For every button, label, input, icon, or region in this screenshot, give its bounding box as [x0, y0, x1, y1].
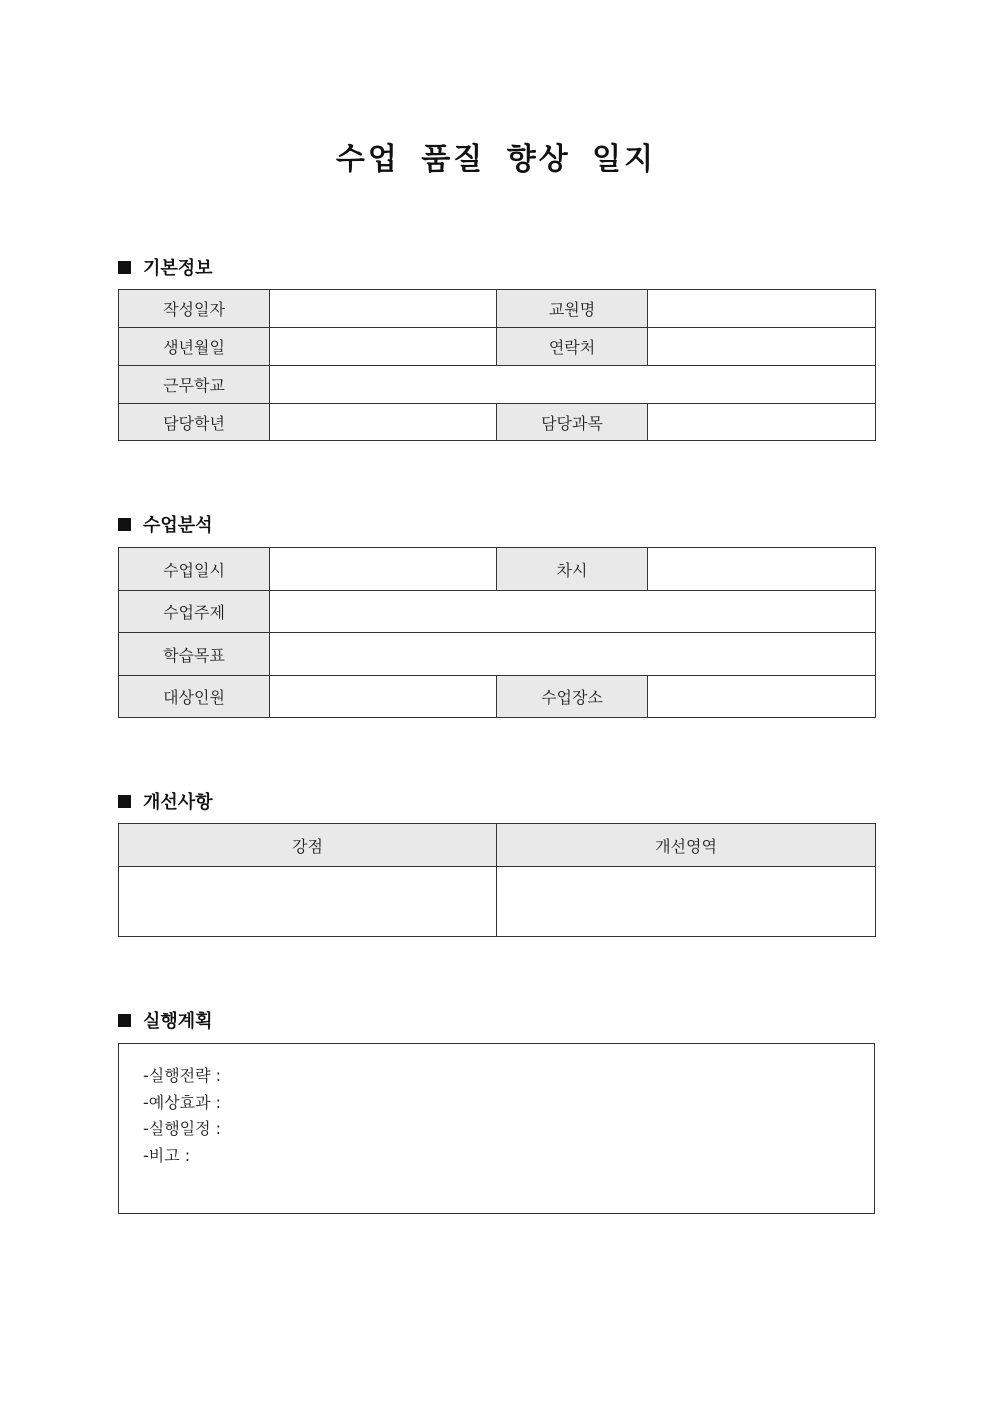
square-bullet-icon [118, 1014, 131, 1027]
section-heading-basic-info [118, 254, 213, 280]
contact-field[interactable] [648, 328, 876, 366]
table-row [119, 404, 876, 441]
label-write-date: 작성일자 [119, 290, 270, 328]
label-birth-date: 생년월일 [119, 328, 270, 366]
improvement-areas-field[interactable] [497, 867, 876, 937]
label-contact: 연락처 [497, 328, 648, 366]
table-row [119, 591, 876, 633]
lesson-analysis-table [118, 547, 876, 718]
square-bullet-icon [118, 518, 131, 531]
section-heading-improvements [118, 788, 213, 814]
table-row [119, 366, 876, 404]
lesson-datetime-field[interactable] [270, 548, 497, 591]
write-date-field[interactable] [270, 290, 497, 328]
section-heading-label: 기본정보 [143, 258, 213, 279]
action-plan-list [119, 1044, 874, 1169]
learning-goal-field[interactable] [270, 633, 876, 676]
list-item: -예상효과 : [143, 1092, 222, 1112]
label-teacher-name: 교원명 [497, 290, 648, 328]
table-row [119, 328, 876, 366]
label-grade: 담당학년 [119, 404, 270, 441]
label-lesson-datetime: 수업일시 [119, 548, 270, 591]
list-item: -비고 : [143, 1145, 191, 1165]
strengths-field[interactable] [119, 867, 497, 937]
list-item: -실행전략 : [143, 1066, 222, 1085]
section-heading-label: 개선사항 [143, 792, 213, 813]
lesson-place-field[interactable] [648, 676, 876, 718]
teacher-name-field[interactable] [648, 290, 876, 328]
section-heading-label: 수업분석 [143, 515, 213, 536]
table-row [119, 290, 876, 328]
action-plan-box[interactable] [118, 1043, 875, 1214]
lesson-period-field[interactable] [648, 548, 876, 591]
square-bullet-icon [118, 261, 131, 274]
label-learning-goal: 학습목표 [119, 633, 270, 676]
table-row [119, 676, 876, 718]
improvements-table [118, 823, 876, 937]
school-field[interactable] [270, 366, 876, 404]
label-school: 근무학교 [119, 366, 270, 404]
list-item: -실행일정 : [143, 1119, 222, 1138]
label-lesson-place: 수업장소 [497, 676, 648, 718]
document-title: 수업 품질 향상 일지 [335, 142, 657, 177]
birth-date-field[interactable] [270, 328, 497, 366]
table-row [119, 633, 876, 676]
label-target-count: 대상인원 [119, 676, 270, 718]
column-header-strengths: 강점 [119, 824, 497, 867]
basic-info-table [118, 289, 876, 441]
subject-field[interactable] [648, 404, 876, 441]
target-count-field[interactable] [270, 676, 497, 718]
section-heading-label: 실행계획 [143, 1011, 213, 1032]
section-heading-action-plan [118, 1007, 213, 1033]
table-row [119, 824, 876, 867]
label-lesson-topic: 수업주제 [119, 591, 270, 633]
table-row [119, 867, 876, 937]
label-subject: 담당과목 [497, 404, 648, 441]
section-heading-lesson-analysis [118, 511, 213, 537]
table-row [119, 548, 876, 591]
square-bullet-icon [118, 795, 131, 808]
column-header-improvement-areas: 개선영역 [497, 824, 876, 867]
grade-field[interactable] [270, 404, 497, 441]
label-lesson-period: 차시 [497, 548, 648, 591]
lesson-topic-field[interactable] [270, 591, 876, 633]
